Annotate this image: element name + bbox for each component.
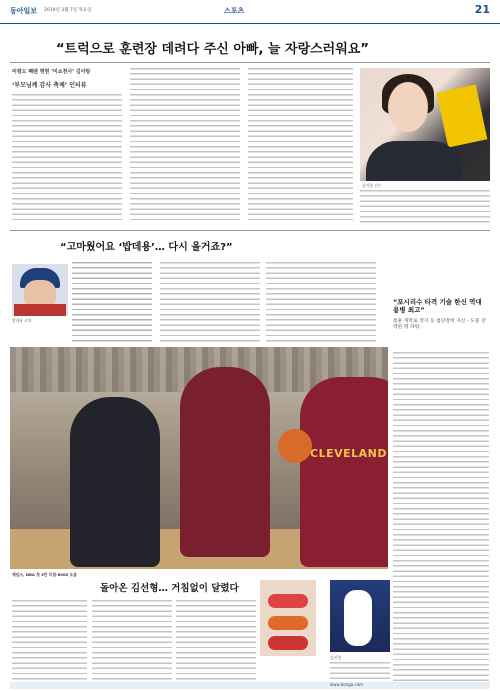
kbl-game-photo	[330, 580, 390, 652]
story4-body-col3	[176, 600, 256, 680]
story1-kicker: 미컬도 폐렌 명현 ‘미쇼천사’ 김아랑	[12, 69, 91, 75]
section-divider	[10, 230, 490, 231]
story1-body-col2	[130, 68, 240, 224]
story4-photo-caption: 김선형	[330, 655, 342, 660]
story3-headline: “포시리수 타격 기술 한신 역대 용병 최고”	[393, 298, 482, 315]
story4-body-col4	[330, 662, 390, 680]
masthead	[0, 0, 500, 24]
story1-body-col4	[360, 190, 490, 224]
bob-de-jong-photo	[12, 264, 68, 316]
story4-body-col2	[92, 600, 172, 680]
story2-photo-caption: 밥데용 코치	[12, 318, 32, 323]
newspaper-logo: 동아일보	[10, 7, 38, 15]
story4-headline: 돌아온 김선형… 거침없이 달렸다	[100, 583, 239, 594]
cavaliers-jersey: CLEVELAND	[310, 447, 387, 460]
story1-photo-caption: 김아랑 선수	[362, 183, 382, 188]
footer-bar	[10, 682, 490, 689]
page-number: 21	[474, 3, 490, 16]
story1-body-col1	[12, 94, 122, 224]
footer-link[interactable]: www.donga.com	[330, 682, 364, 687]
nba-photo-caption: 제임스, NBA 첫 3만 득점-8000 도움	[12, 572, 77, 577]
shoes-photo	[260, 580, 316, 656]
story3-body	[393, 352, 489, 682]
story2-headline: “고마웠어요 ‘밥데용’… 다시 올거죠?”	[60, 242, 233, 253]
story2-body-col1	[72, 262, 152, 342]
story1-sub: ‘부모님께 감사 축제’ 인터뷰	[12, 82, 87, 89]
kim-arang-photo	[360, 68, 490, 181]
story4-body-col1	[12, 600, 87, 680]
story1-body-col3	[248, 68, 353, 224]
dateline: 2019년 3월 7일 목요일	[44, 8, 92, 13]
story3-sub: 통훈 개막로 정지 등 첨단장비 자신 - 도중 강력한 명 파워	[393, 318, 486, 331]
story2-body-col3	[266, 262, 376, 342]
story2-body-col2	[160, 262, 260, 342]
headline-divider	[10, 62, 490, 63]
story3-box	[393, 298, 489, 332]
section-title: 스포츠	[224, 7, 245, 15]
story1-headline: “트럭으로 훈련장 데려다 주신 아빠, 늘 자랑스러워요”	[56, 42, 369, 57]
nba-game-photo	[10, 347, 388, 569]
